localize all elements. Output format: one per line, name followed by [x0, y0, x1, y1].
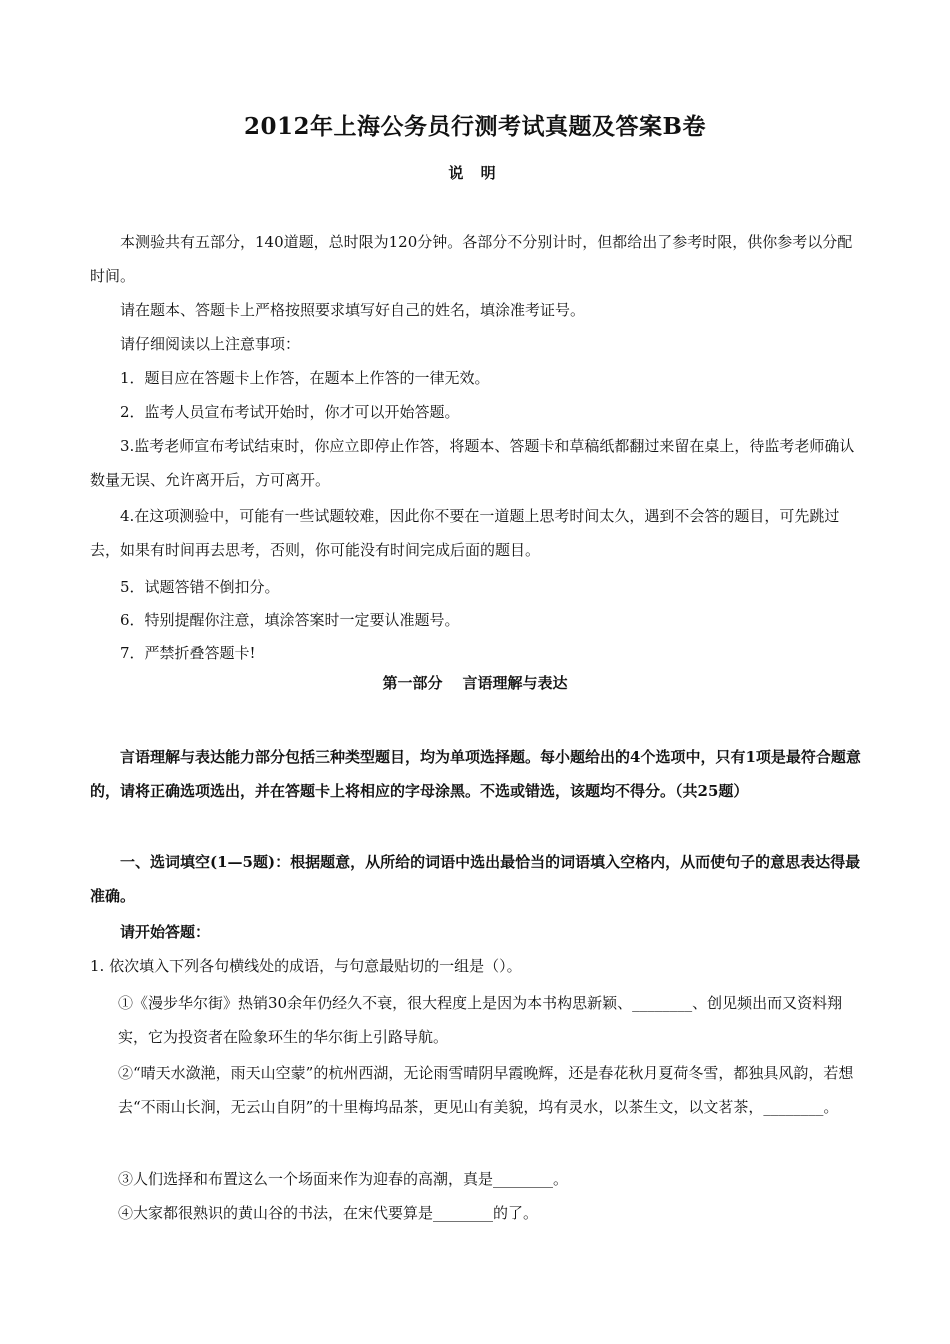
instruction-item-2: 2．监考人员宣布考试开始时，你才可以开始答题。 [120, 403, 460, 421]
instruction-item-6: 6．特别提醒你注意，填涂答案时一定要认准题号。 [120, 611, 460, 629]
instruction-paragraph-1: 本测验共有五部分，140道题，总时限为120分钟。各部分不分别计时，但都给出了参考时限，供你参考以分配时间。 [90, 233, 853, 285]
question-1-sentence-3: ③人们选择和布置这么一个场面来作为迎春的高潮，真是________。 [118, 1170, 569, 1188]
instruction-item-7: 7．严禁折叠答题卡! [120, 644, 256, 662]
instruction-paragraph-2: 请在题本、答题卡上严格按照要求填写好自己的姓名，填涂准考证号。 [120, 301, 586, 319]
document-title: 2012年上海公务员行测考试真题及答案B卷 [244, 113, 706, 140]
part-heading [0, 672, 950, 693]
question-1-sentence-2: ②“晴天水潋滟，雨天山空蒙”的杭州西湖，无论雨雪晴阴早霞晚辉，还是春花秋月夏荷冬雪，都独具风韵，若想去“不雨山长涧，无云山自阴”的十里梅坞品茶，更见山有美貌，坞有灵水，以茶生文，以文茗茶，________。 [118, 1064, 854, 1116]
part-name: 言语理解与表达 [462, 674, 568, 692]
instruction-item-1: 1．题目应在答题卡上作答，在题本上作答的一律无效。 [120, 369, 490, 387]
question-1-stem: 1. 依次填入下列各句横线处的成语，与句意最贴切的一组是（）。 [90, 957, 522, 975]
instruction-item-5: 5．试题答错不倒扣分。 [120, 578, 280, 596]
question-1-sentence-4: ④大家都很熟识的黄山谷的书法，在宋代要算是________的了。 [118, 1204, 539, 1222]
section-instruction: 一、选词填空(1—5题)：根据题意，从所给的词语中选出最恰当的词语填入空格内，从而使句子的意思表达得最准确。 [90, 853, 861, 905]
question-1-sentence-1: ①《漫步华尔街》热销30余年仍经久不衰，很大程度上是因为本书构思新颖、________、创见频出而又资料翔实，它为投资者在险象环生的华尔街上引路导航。 [118, 994, 843, 1046]
instruction-item-3: 3.监考老师宣布考试结束时，你应立即停止作答，将题本、答题卡和草稿纸都翻过来留在桌上，待监考老师确认数量无误、允许离开后，方可离开。 [90, 437, 855, 489]
part-intro: 言语理解与表达能力部分包括三种类型题目，均为单项选择题。每小题给出的4个选项中，只有1项是最符合题意的，请将正确选项选出，并在答题卡上将相应的字母涂黑。不选或错选，该题均不得分。（共25题） [90, 748, 861, 800]
start-prompt: 请开始答题： [120, 923, 211, 941]
document-subtitle: 说 明 [448, 164, 502, 182]
instruction-paragraph-3: 请仔细阅读以上注意事项： [120, 335, 301, 353]
part-label: 第一部分 [382, 674, 443, 692]
instruction-item-4: 4.在这项测验中，可能有一些试题较难，因此你不要在一道题上思考时间太久，遇到不会答的题目，可先跳过去，如果有时间再去思考，否则，你可能没有时间完成后面的题目。 [90, 507, 840, 559]
